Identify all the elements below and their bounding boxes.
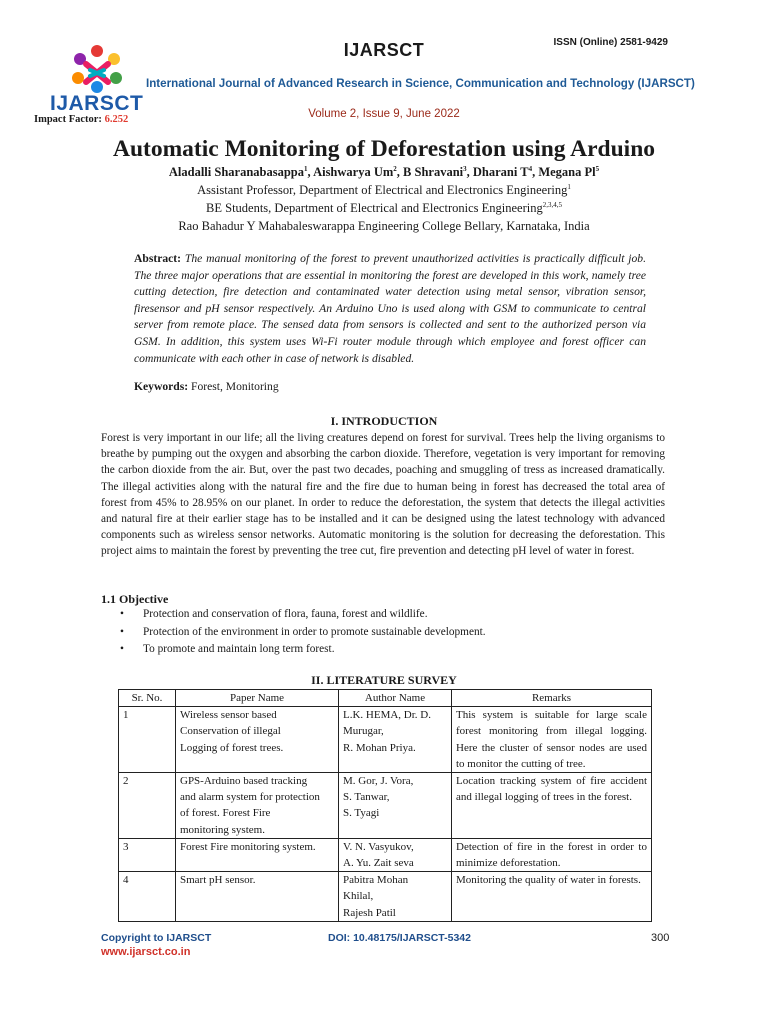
keywords-text: Forest, Monitoring	[191, 380, 279, 393]
logo-text: IJARSCT	[50, 92, 144, 115]
author-name: Dharani T	[472, 165, 529, 180]
author-name-line: V. N. Vasyukov,	[343, 840, 414, 853]
abstract-text: The manual monitoring of the forest to prevent unauthorized activities is practically difficult job. The three major operations that are essential in monitoring the forest are developed in this work, namely tree cutting detection, fire detection and contaminated water detection using metal sensor, vibration sensor, firesensor and pH sensor respectively. An Arduino Uno is used along with GSM to communicate to central server from remote place. The sensed data from sensors is collected and sent to the authorized person via GSM. In addition, this system uses Wi-Fi router module through which employee and forest officer can communicate with each other in case of network is disabled.	[134, 252, 646, 365]
objective-item-text: To promote and maintain long term forest.	[143, 643, 335, 655]
table-row	[119, 872, 652, 922]
abstract-label: Abstract:	[134, 252, 182, 265]
author-name: Megana Pl	[538, 165, 596, 180]
author-name-line: S. Tyagi	[343, 807, 380, 820]
affiliation-3: Rao Bahadur Y Mahabaleswarappa Engineering College Bellary, Karnataka, India	[178, 219, 590, 233]
cell-author-name	[339, 707, 452, 773]
author-name: Aladalli Sharanabasappa	[168, 165, 304, 180]
cell-sr-no: 4	[119, 872, 176, 922]
affiliation-2-text: BE Students, Department of Electrical and Electronics Engineering	[206, 201, 543, 216]
page-number: 300	[651, 932, 670, 944]
cell-paper-name	[176, 773, 339, 839]
paper-name-line: Forest Fire monitoring system.	[180, 840, 316, 853]
objective-item	[118, 606, 658, 624]
literature-survey-heading: II. LITERATURE SURVEY	[311, 673, 457, 687]
objective-item-text: Protection and conservation of flora, fauna, forest and wildlife.	[143, 608, 428, 620]
author-affiliation-marker: 5	[595, 165, 600, 173]
keywords-label: Keywords:	[134, 380, 189, 393]
author-name-line: Murugar,	[343, 725, 384, 738]
paper-name-line: of forest. Forest Fire	[180, 807, 271, 820]
introduction-heading: I. INTRODUCTION	[330, 414, 438, 428]
author-name-line: M. Gor, J. Vora,	[343, 775, 414, 788]
paper-name-line: and alarm system for protection	[180, 791, 320, 804]
cell-author-name	[339, 838, 452, 871]
cell-sr-no: 2	[119, 773, 176, 839]
author-name-line: L.K. HEMA, Dr. D.	[343, 709, 431, 722]
author-affiliation-marker: 3	[463, 165, 467, 173]
paper-name-line: Logging of forest trees.	[180, 741, 284, 754]
affiliation-2	[0, 201, 768, 216]
objective-list	[118, 606, 658, 659]
author-separator: ,	[532, 165, 539, 180]
author-separator: ,	[307, 165, 314, 180]
affiliation-1-text: Assistant Professor, Department of Electrical and Electronics Engineering	[197, 183, 568, 198]
volume-issue: Volume 2, Issue 9, June 2022	[308, 108, 460, 120]
author-separator: ,	[466, 165, 473, 180]
author-name-line: R. Mohan Priya.	[343, 741, 416, 754]
bullet-icon: •	[120, 643, 124, 655]
journal-short-name: IJARSCT	[343, 40, 425, 60]
paper-name-line: Wireless sensor based	[180, 709, 277, 722]
issn: ISSN (Online) 2581-9429	[553, 37, 668, 48]
author-affiliation-marker: 2	[393, 165, 397, 173]
table-row	[119, 838, 652, 871]
cell-paper-name	[176, 872, 339, 922]
table-row	[119, 773, 652, 839]
affiliation-1	[0, 183, 768, 198]
objective-item-text: Protection of the environment in order to promote sustainable development.	[143, 625, 486, 638]
author-name-line: Pabitra Mohan	[343, 874, 409, 887]
footer-website-link[interactable]: www.ijarsct.co.in	[101, 946, 191, 958]
impact-factor-value: 6.252	[104, 114, 129, 125]
cell-sr-no: 3	[119, 838, 176, 871]
table-header-row	[119, 690, 652, 707]
footer-copyright: Copyright to IJARSCT	[101, 932, 212, 944]
cell-remarks: Location tracking system of fire accident and illegal logging of trees in the forest.	[452, 773, 652, 839]
bullet-icon: •	[120, 625, 124, 638]
paper-name-line: Conservation of illegal	[180, 725, 281, 738]
affiliation-1-marker: 1	[567, 183, 571, 191]
affiliation-2-marker: 2,3,4,5	[542, 201, 562, 209]
introduction-text: Forest is very important in our life; all the living creatures depend on forest for survival. Trees help the living organisms to breathe by pumping out the oxygen and absorbing the carbon dioxide. Therefore, vegetation is very important for removing the carbon dioxide from the air. But, over the past two decades, poaching and smuggling of tress as increased dramatically. The illegal activities along with the natural fire and the fire due to human being in forest has decreased the total area of forest from 45% to 28.95% on our planet. In order to reduce the deforestation, the system that detects the illegal activities and natural fire at their earlier stage has to be installed and it can be designed using the latest technology with advanced components such as wireless sensor networks. Automatic monitoring is the solution for decreasing the deforestation. This project aims to maintain the forest by preventing the tree cut, fire prevention and detecting pH level of water in forest.	[101, 432, 665, 558]
author-name-line: Khilal,	[343, 890, 374, 903]
column-header: Paper Name	[176, 690, 339, 707]
paper-name-line: monitoring system.	[180, 823, 265, 836]
author-name: B Shravani	[403, 165, 464, 180]
author-affiliation-marker: 4	[528, 165, 533, 173]
cell-sr-no: 1	[119, 707, 176, 773]
author-name-line: Rajesh Patil	[343, 906, 396, 919]
paper-name-line: GPS-Arduino based tracking	[180, 775, 308, 788]
objective-heading: 1.1 Objective	[101, 592, 169, 606]
abstract	[134, 251, 646, 367]
paper-name-line: Smart pH sensor.	[180, 874, 256, 887]
cell-remarks: Detection of fire in the forest in order to minimize deforestation.	[452, 838, 652, 871]
impact-factor-label: Impact Factor:	[34, 114, 102, 125]
author-name-line: S. Tanwar,	[343, 791, 390, 804]
cell-remarks: This system is suitable for large scale forest monitoring from illegal logging. Here the cluster of sensor nodes are used to monitor the cutting of tree.	[452, 707, 652, 773]
objective-item	[118, 624, 658, 642]
author-name-line: A. Yu. Zait seva	[343, 857, 414, 870]
cell-paper-name	[176, 707, 339, 773]
table-body	[119, 707, 652, 922]
keywords	[134, 380, 279, 393]
footer-doi: DOI: 10.48175/IJARSCT-5342	[328, 932, 471, 944]
literature-survey-table	[118, 689, 652, 922]
author-separator: ,	[396, 165, 404, 180]
bullet-icon: •	[120, 608, 124, 620]
paper-title: Automatic Monitoring of Deforestation using Arduino	[112, 136, 656, 162]
author-list	[0, 165, 768, 180]
journal-full-name: International Journal of Advanced Research in Science, Communication and Technology (IJARSCT)	[146, 77, 695, 90]
objective-item	[118, 641, 658, 659]
cell-author-name	[339, 872, 452, 922]
cell-author-name	[339, 773, 452, 839]
author-name: Aishwarya Um	[313, 165, 394, 180]
author-affiliation-marker: 1	[304, 165, 308, 173]
table-row	[119, 707, 652, 773]
cell-remarks: Monitoring the quality of water in forests.	[452, 872, 652, 922]
cell-paper-name	[176, 838, 339, 871]
column-header: Remarks	[452, 690, 652, 707]
column-header: Sr. No.	[119, 690, 176, 707]
column-header: Author Name	[339, 690, 452, 707]
